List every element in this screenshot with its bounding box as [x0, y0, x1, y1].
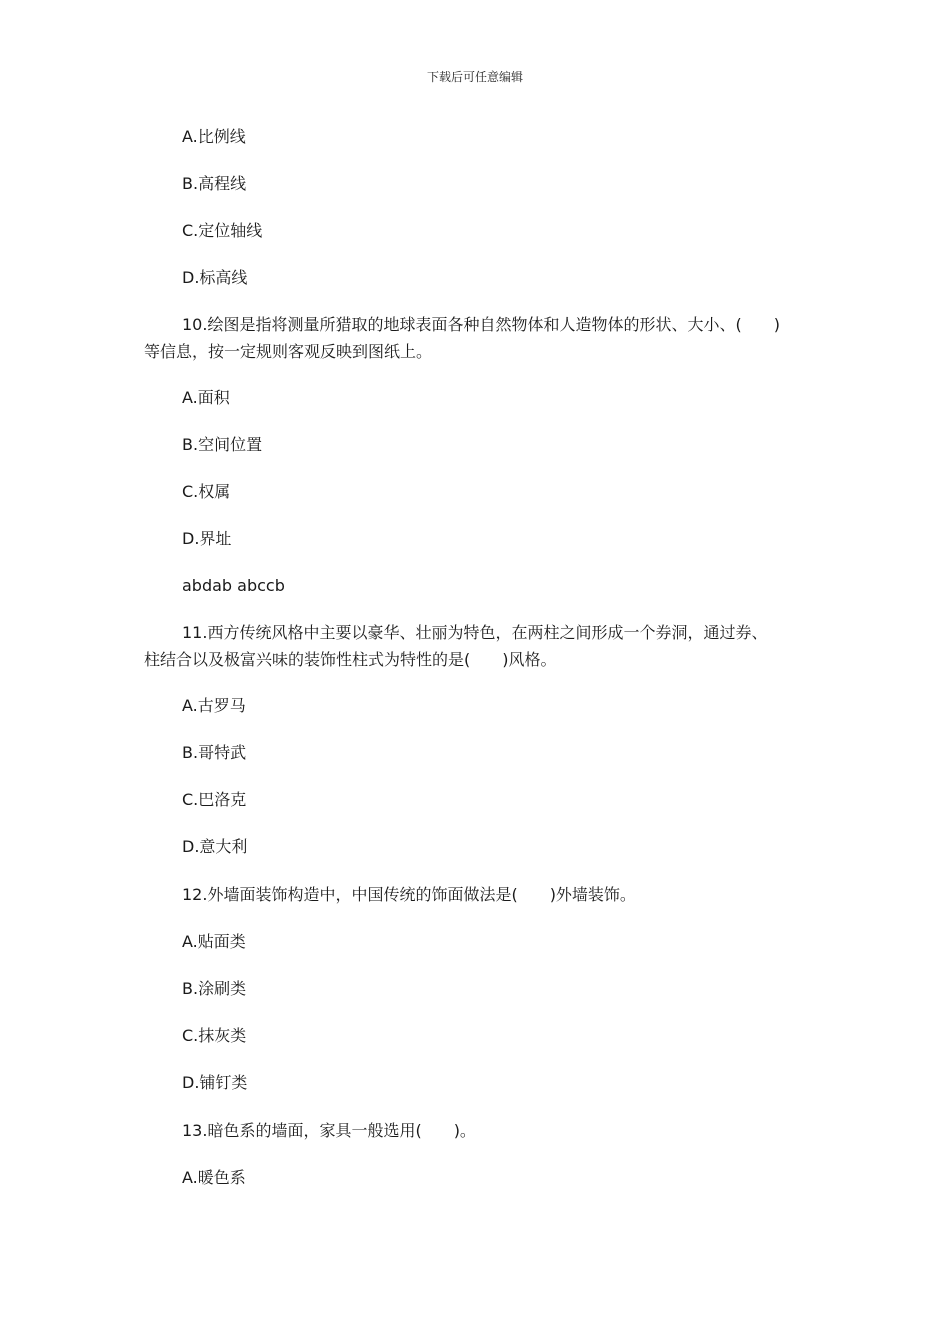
q10-text-line1: 10.绘图是指将测量所猎取的地球表面各种自然物体和人造物体的形状、大小、( ) [182, 315, 780, 334]
q12-option-b: B.涂刷类 [182, 979, 247, 998]
q12-option-d: D.铺钉类 [182, 1073, 248, 1092]
q10-option-c: C.权属 [182, 482, 231, 501]
q11-option-a: A.古罗马 [182, 696, 246, 715]
q11-option-b: B.哥特武 [182, 743, 247, 762]
q10-option-b: B.空间位置 [182, 435, 263, 454]
q9-option-a: A.比例线 [182, 127, 246, 146]
q9-option-d: D.标高线 [182, 268, 248, 287]
q9-option-b: B.高程线 [182, 174, 247, 193]
q12-option-a: A.贴面类 [182, 932, 246, 951]
q11-text-line2: 柱结合以及极富兴味的装饰性柱式为特性的是( )风格。 [144, 650, 557, 669]
q10-option-d: D.界址 [182, 529, 232, 548]
q10-option-a: A.面积 [182, 388, 230, 407]
q12-option-c: C.抹灰类 [182, 1026, 247, 1045]
page-header: 下载后可任意编辑 [426, 70, 523, 84]
answer-key: abdab abccb [182, 576, 285, 595]
q11-option-c: C.巴洛克 [182, 790, 247, 809]
q9-option-c: C.定位轴线 [182, 221, 263, 240]
q13-text-line1: 13.暗色系的墙面，家具一般选用( )。 [182, 1121, 476, 1140]
q12-text-line1: 12.外墙面装饰构造中，中国传统的饰面做法是( )外墙装饰。 [182, 885, 636, 904]
q10-text-line2: 等信息，按一定规则客观反映到图纸上。 [144, 342, 433, 361]
q13-option-a: A.暖色系 [182, 1168, 246, 1187]
q11-option-d: D.意大利 [182, 837, 248, 856]
q11-text-line1: 11.西方传统风格中主要以豪华、壮丽为特色，在两柱之间形成一个券洞，通过券、 [182, 623, 768, 642]
